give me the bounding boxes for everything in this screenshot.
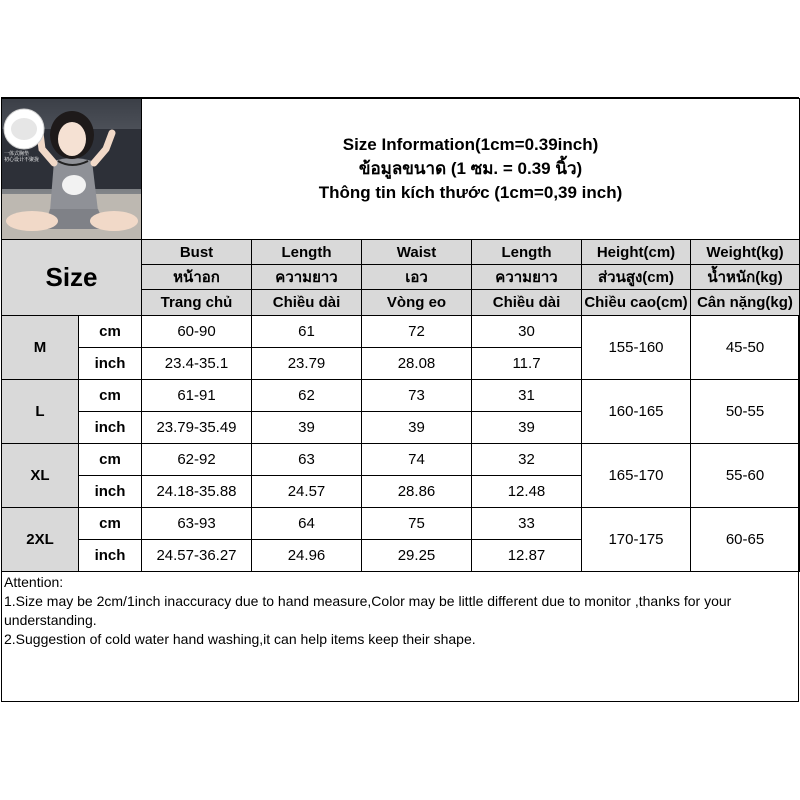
unit-cell: cm — [79, 380, 142, 412]
col-header-en: Weight(kg) — [691, 240, 800, 265]
value-cell: 33 — [472, 508, 582, 540]
unit-cell: cm — [79, 444, 142, 476]
unit-cell: inch — [79, 348, 142, 380]
unit-cell: inch — [79, 476, 142, 508]
value-cell: 28.08 — [362, 348, 472, 380]
value-cell: 30 — [472, 316, 582, 348]
value-cell: 60-90 — [142, 316, 252, 348]
value-cell: 31 — [472, 380, 582, 412]
info-line-vi: Thông tin kích thước (1cm=0,39 inch) — [318, 183, 623, 202]
value-cell: 23.4-35.1 — [142, 348, 252, 380]
value-cell: 72 — [362, 316, 472, 348]
col-header-en: Waist — [362, 240, 472, 265]
height-cell: 155-160 — [582, 316, 691, 380]
table-row — [2, 316, 800, 348]
height-cell: 165-170 — [582, 444, 691, 508]
size-cell: 2XL — [2, 508, 79, 572]
col-header-th: ความยาว — [252, 265, 362, 290]
size-cell: M — [2, 316, 79, 380]
product-photo-cell — [2, 99, 142, 240]
col-header-th: เอว — [362, 265, 472, 290]
unit-cell: cm — [79, 316, 142, 348]
value-cell: 28.86 — [362, 476, 472, 508]
height-cell: 160-165 — [582, 380, 691, 444]
col-header-th: หน้าอก — [142, 265, 252, 290]
value-cell: 12.87 — [472, 540, 582, 572]
col-header-vi: Chiều cao(cm) — [582, 290, 691, 316]
col-header-en: Length — [472, 240, 582, 265]
col-header-vi: Trang chủ — [142, 290, 252, 316]
size-info-title — [142, 99, 800, 240]
size-cell: XL — [2, 444, 79, 508]
size-label: Size — [2, 240, 142, 316]
height-cell: 170-175 — [582, 508, 691, 572]
value-cell: 63-93 — [142, 508, 252, 540]
col-header-en: Bust — [142, 240, 252, 265]
value-cell: 61-91 — [142, 380, 252, 412]
value-cell: 39 — [252, 412, 362, 444]
col-header-en: Height(cm) — [582, 240, 691, 265]
table-row — [2, 508, 800, 540]
value-cell: 39 — [362, 412, 472, 444]
notes-heading: Attention: — [4, 574, 64, 590]
value-cell: 12.48 — [472, 476, 582, 508]
unit-cell: inch — [79, 540, 142, 572]
col-header-vi: Chiều dài — [472, 290, 582, 316]
unit-cell: cm — [79, 508, 142, 540]
value-cell: 24.18-35.88 — [142, 476, 252, 508]
size-cell: L — [2, 380, 79, 444]
photo-caption: 一体式胸垫 初心设计不聚拢 — [4, 151, 40, 163]
info-line-en: Size Information(1cm=0.39inch) — [342, 135, 599, 154]
notes-item-2: 2.Suggestion of cold water hand washing,it can help items keep their shape. — [4, 631, 476, 647]
col-header-th: น้ำหนัก(kg) — [691, 265, 800, 290]
value-cell: 75 — [362, 508, 472, 540]
col-header-vi: Cân nặng(kg) — [691, 290, 800, 316]
weight-cell: 50-55 — [691, 380, 800, 444]
value-cell: 23.79-35.49 — [142, 412, 252, 444]
value-cell: 64 — [252, 508, 362, 540]
unit-cell: inch — [79, 412, 142, 444]
notes-item-1: 1.Size may be 2cm/1inch inaccuracy due to hand measure,Color may be little different due to monitor ,thanks for your understanding. — [4, 593, 732, 628]
info-line-th: ข้อมูลขนาด (1 ซม. = 0.39 นิ้ว) — [358, 159, 583, 178]
col-header-vi: Vòng eo — [362, 290, 472, 316]
value-cell: 29.25 — [362, 540, 472, 572]
size-chart-table — [1, 98, 800, 572]
value-cell: 62-92 — [142, 444, 252, 476]
col-header-en: Length — [252, 240, 362, 265]
col-header-vi: Chiều dài — [252, 290, 362, 316]
value-cell: 74 — [362, 444, 472, 476]
value-cell: 24.57-36.27 — [142, 540, 252, 572]
weight-cell: 55-60 — [691, 444, 800, 508]
value-cell: 23.79 — [252, 348, 362, 380]
value-cell: 11.7 — [472, 348, 582, 380]
table-row — [2, 380, 800, 412]
table-row — [2, 444, 800, 476]
value-cell: 39 — [472, 412, 582, 444]
value-cell: 73 — [362, 380, 472, 412]
weight-cell: 60-65 — [691, 508, 800, 572]
col-header-th: ความยาว — [472, 265, 582, 290]
product-photo — [2, 99, 141, 239]
value-cell: 24.96 — [252, 540, 362, 572]
value-cell: 24.57 — [252, 476, 362, 508]
value-cell: 62 — [252, 380, 362, 412]
col-header-th: ส่วนสูง(cm) — [582, 265, 691, 290]
value-cell: 32 — [472, 444, 582, 476]
attention-notes — [4, 573, 794, 649]
value-cell: 63 — [252, 444, 362, 476]
value-cell: 61 — [252, 316, 362, 348]
weight-cell: 45-50 — [691, 316, 800, 380]
